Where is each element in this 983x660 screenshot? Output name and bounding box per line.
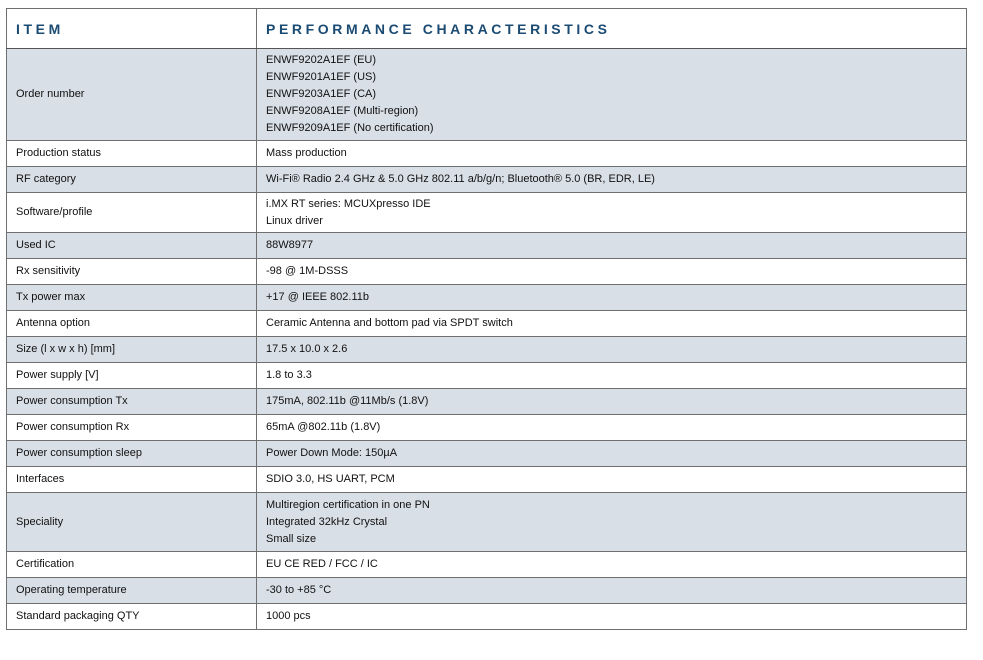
row-label: Order number	[7, 49, 257, 141]
row-value	[257, 193, 967, 233]
value-line: ENWF9202A1EF (EU)	[266, 54, 377, 66]
table-row	[7, 467, 967, 493]
row-value: +17 @ IEEE 802.11b	[257, 285, 967, 311]
table-row	[7, 389, 967, 415]
table-row	[7, 49, 967, 141]
table-row	[7, 578, 967, 604]
row-value: 175mA, 802.11b @11Mb/s (1.8V)	[257, 389, 967, 415]
table-row	[7, 259, 967, 285]
table-row	[7, 415, 967, 441]
table-row	[7, 363, 967, 389]
row-value	[257, 493, 967, 552]
row-value: 88W8977	[257, 233, 967, 259]
value-line: Linux driver	[266, 214, 323, 227]
value-line: ENWF9203A1EF (CA)	[266, 88, 377, 100]
table-row	[7, 493, 967, 552]
column-header-characteristics: PERFORMANCE CHARACTERISTICS	[257, 9, 967, 49]
value-line: i.MX RT series: MCUXpresso IDE	[266, 197, 431, 210]
row-label: Interfaces	[7, 467, 257, 493]
row-value: -30 to +85 °C	[257, 578, 967, 604]
value-line: ENWF9201A1EF (US)	[266, 71, 377, 83]
value-line: ENWF9208A1EF (Multi-region)	[266, 105, 419, 117]
row-label: RF category	[7, 167, 257, 193]
row-value: EU CE RED / FCC / IC	[257, 552, 967, 578]
row-value: Power Down Mode: 150µA	[257, 441, 967, 467]
value-line: ENWF9209A1EF (No certification)	[266, 122, 434, 134]
column-header-item: ITEM	[7, 9, 257, 49]
row-value: 1.8 to 3.3	[257, 363, 967, 389]
row-label: Antenna option	[7, 311, 257, 337]
row-value	[257, 49, 967, 141]
row-label: Operating temperature	[7, 578, 257, 604]
table-row	[7, 285, 967, 311]
row-label: Software/profile	[7, 193, 257, 233]
row-value: -98 @ 1M-DSSS	[257, 259, 967, 285]
table-row	[7, 233, 967, 259]
row-label: Used IC	[7, 233, 257, 259]
row-label: Power consumption Rx	[7, 415, 257, 441]
row-value: 65mA @802.11b (1.8V)	[257, 415, 967, 441]
table-row	[7, 311, 967, 337]
table-header-row	[7, 9, 967, 49]
table-row	[7, 552, 967, 578]
row-label: Power consumption Tx	[7, 389, 257, 415]
row-value: 17.5 x 10.0 x 2.6	[257, 337, 967, 363]
value-line: Multiregion certification in one PN	[266, 498, 430, 511]
row-label: Size (l x w x h) [mm]	[7, 337, 257, 363]
row-label: Power consumption sleep	[7, 441, 257, 467]
value-line: Small size	[266, 532, 317, 545]
row-label: Speciality	[7, 493, 257, 552]
table-row	[7, 604, 967, 630]
table-row	[7, 337, 967, 363]
table-row	[7, 193, 967, 233]
row-value: Wi-Fi® Radio 2.4 GHz & 5.0 GHz 802.11 a/b/g/n; Bluetooth® 5.0 (BR, EDR, LE)	[257, 167, 967, 193]
table-row	[7, 141, 967, 167]
row-value: Ceramic Antenna and bottom pad via SPDT switch	[257, 311, 967, 337]
row-value: Mass production	[257, 141, 967, 167]
row-label: Production status	[7, 141, 257, 167]
table-row	[7, 441, 967, 467]
row-value: SDIO 3.0, HS UART, PCM	[257, 467, 967, 493]
spec-table	[6, 8, 967, 630]
row-value: 1000 pcs	[257, 604, 967, 630]
row-label: Tx power max	[7, 285, 257, 311]
value-line: Integrated 32kHz Crystal	[266, 515, 388, 528]
table-row	[7, 167, 967, 193]
row-label: Power supply [V]	[7, 363, 257, 389]
row-label: Standard packaging QTY	[7, 604, 257, 630]
row-label: Rx sensitivity	[7, 259, 257, 285]
row-label: Certification	[7, 552, 257, 578]
